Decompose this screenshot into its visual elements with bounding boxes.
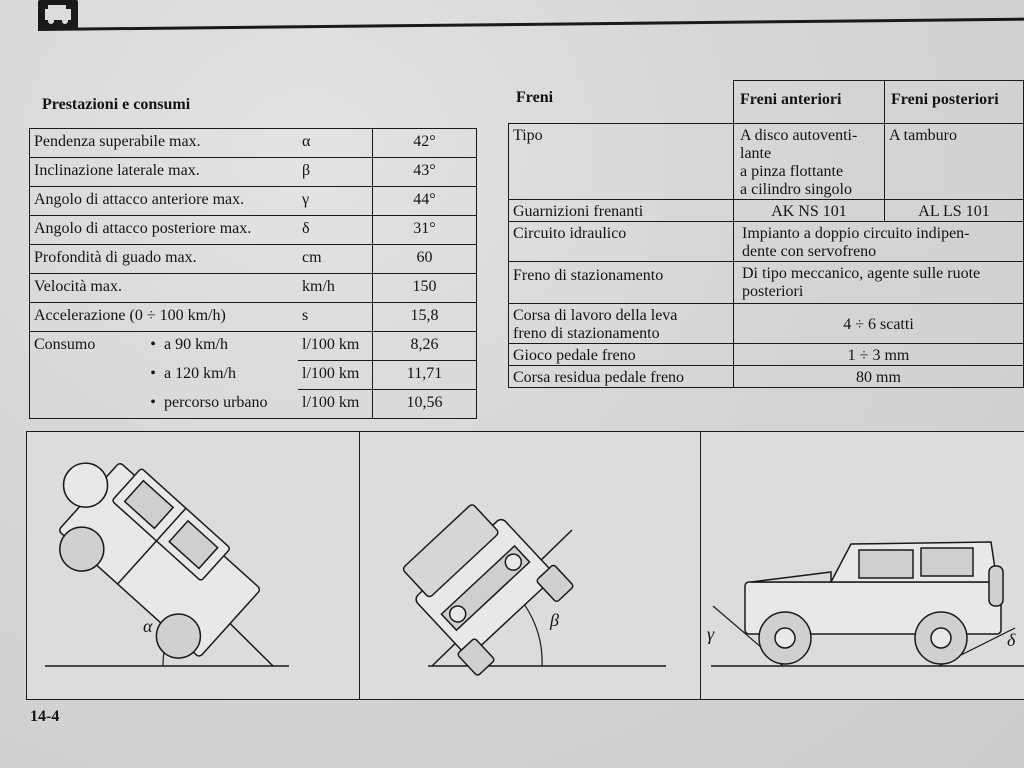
lateral-diagram xyxy=(360,432,700,699)
row-label: Pendenza superabile max. xyxy=(30,129,299,158)
tipo-front-line: a cilindro singolo xyxy=(740,181,852,198)
gamma-label: γ xyxy=(707,624,715,644)
row-unit: l/100 km xyxy=(298,332,373,361)
performance-table xyxy=(29,128,477,419)
beta-label: β xyxy=(550,610,559,630)
table-row xyxy=(509,262,1024,304)
table-row xyxy=(30,245,477,274)
row-value-line: Impianto a doppio circuito indipen- xyxy=(742,225,970,242)
row-unit: δ xyxy=(298,216,373,245)
table-row xyxy=(509,304,1024,344)
table-row xyxy=(30,303,477,332)
delta-label: δ xyxy=(1007,630,1016,650)
row-value: AL LS 101 xyxy=(885,200,1024,222)
table-row xyxy=(30,274,477,303)
performance-title: Prestazioni e consumi xyxy=(42,96,191,113)
consumption-item-label: a 120 km/h xyxy=(164,364,236,382)
col-rear-header: Freni posteriori xyxy=(885,81,1024,124)
table-header-row xyxy=(509,81,1024,124)
row-label: Guarnizioni frenanti xyxy=(509,200,734,222)
row-unit: α xyxy=(298,129,373,158)
row-label: Corsa residua pedale freno xyxy=(509,366,734,388)
table-row xyxy=(509,222,1024,262)
col-front-header: Freni anteriori xyxy=(734,81,885,124)
row-unit: cm xyxy=(298,245,373,274)
row-label: Angolo di attacco anteriore max. xyxy=(30,187,299,216)
approach-figure xyxy=(700,431,1024,700)
row-value: 15,8 xyxy=(373,303,477,332)
row-label: Tipo xyxy=(509,124,734,200)
bullet-icon: • xyxy=(150,393,156,411)
consumption-item-label: a 90 km/h xyxy=(164,336,228,353)
row-value: 8,26 xyxy=(373,332,477,361)
row-value: AK NS 101 xyxy=(734,200,885,222)
tipo-front-line: A disco autoventi- xyxy=(740,127,858,144)
row-value: 11,71 xyxy=(373,361,477,390)
tipo-rear: A tamburo xyxy=(885,124,1024,200)
row-label-line: Corsa di lavoro della leva xyxy=(513,307,678,324)
table-row xyxy=(509,124,1024,200)
lateral-figure xyxy=(359,431,701,700)
consumption-item-label: percorso urbano xyxy=(164,393,268,411)
table-row xyxy=(509,366,1024,388)
row-unit: l/100 km xyxy=(298,361,373,390)
row-value: 1 ÷ 3 mm xyxy=(734,344,1024,366)
table-row xyxy=(509,200,1024,222)
approach-diagram xyxy=(701,432,1024,699)
page-number: 14-4 xyxy=(30,708,60,725)
consumption-label: Consumo xyxy=(34,336,96,353)
slope-figure xyxy=(26,431,360,700)
row-unit: β xyxy=(298,158,373,187)
row-label: Angolo di attacco posteriore max. xyxy=(30,216,299,245)
car-icon xyxy=(38,0,78,30)
table-row xyxy=(30,332,477,361)
row-value-line: posteriori xyxy=(742,283,804,300)
brakes-table xyxy=(508,80,1024,388)
alpha-label: α xyxy=(143,616,153,636)
row-label: Circuito idraulico xyxy=(509,222,734,262)
slope-diagram xyxy=(27,432,359,699)
bullet-icon: • xyxy=(150,336,156,353)
bullet-icon: • xyxy=(150,364,156,382)
row-value: 42° xyxy=(373,129,477,158)
row-value: 4 ÷ 6 scatti xyxy=(734,304,1024,344)
table-row xyxy=(509,344,1024,366)
row-label: Accelerazione (0 ÷ 100 km/h) xyxy=(30,303,299,332)
table-row xyxy=(30,390,477,419)
row-label: Freno di stazionamento xyxy=(509,262,734,304)
table-row xyxy=(30,158,477,187)
row-label: Inclinazione laterale max. xyxy=(30,158,299,187)
row-label: Profondità di guado max. xyxy=(30,245,299,274)
row-unit: km/h xyxy=(298,274,373,303)
row-label-line: freno di stazionamento xyxy=(513,325,660,342)
row-unit: γ xyxy=(298,187,373,216)
row-value: 43° xyxy=(373,158,477,187)
table-row xyxy=(30,216,477,245)
row-value-line: dente con servofreno xyxy=(742,243,877,260)
row-label: Gioco pedale freno xyxy=(509,344,734,366)
tipo-front-line: lante xyxy=(740,145,772,162)
table-row xyxy=(30,129,477,158)
row-value: 60 xyxy=(373,245,477,274)
brakes-title: Freni xyxy=(516,89,554,106)
table-row xyxy=(30,361,477,390)
row-label: Velocità max. xyxy=(30,274,299,303)
row-unit: l/100 km xyxy=(298,390,373,419)
tipo-front-line: a pinza flottante xyxy=(740,163,844,180)
row-value: 31° xyxy=(373,216,477,245)
row-value: 10,56 xyxy=(373,390,477,419)
table-row xyxy=(30,187,477,216)
row-unit: s xyxy=(298,303,373,332)
row-value: 150 xyxy=(373,274,477,303)
row-value-line: Di tipo meccanico, agente sulle ruote xyxy=(742,265,981,282)
row-value: 44° xyxy=(373,187,477,216)
row-value: 80 mm xyxy=(734,366,1024,388)
